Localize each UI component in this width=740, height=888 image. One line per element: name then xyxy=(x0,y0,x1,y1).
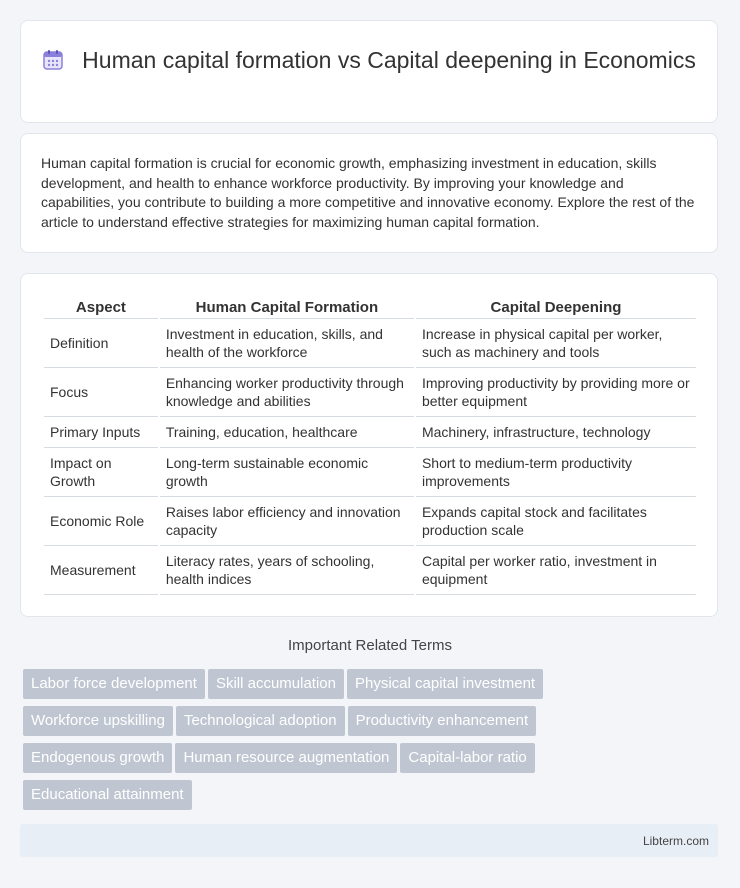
intro-card xyxy=(20,133,718,253)
header-capital-deepening: Capital Deepening xyxy=(416,296,696,319)
related-terms-list xyxy=(23,669,723,817)
row-capital-deepening: Improving productivity by providing more or better equipment xyxy=(416,368,696,417)
related-terms-title: Important Related Terms xyxy=(288,637,452,654)
row-aspect: Definition xyxy=(44,319,158,368)
row-aspect: Impact on Growth xyxy=(44,448,158,497)
table-row xyxy=(44,497,696,546)
related-term-tag[interactable]: Human resource augmentation xyxy=(175,743,397,773)
related-term-tag[interactable]: Physical capital investment xyxy=(347,669,543,699)
related-term-tag[interactable]: Capital-labor ratio xyxy=(400,743,534,773)
row-human-capital: Long-term sustainable economic growth xyxy=(160,448,414,497)
comparison-table xyxy=(42,296,698,595)
row-human-capital: Literacy rates, years of schooling, health indices xyxy=(160,546,414,595)
page-title: Human capital formation vs Capital deepening in Economics xyxy=(82,47,696,73)
related-term-tag[interactable]: Educational attainment xyxy=(23,780,192,810)
row-aspect: Measurement xyxy=(44,546,158,595)
table-row xyxy=(44,546,696,595)
page-title-wrap xyxy=(21,46,717,75)
table-row xyxy=(44,417,696,448)
header-aspect: Aspect xyxy=(44,296,158,319)
title-card xyxy=(20,20,718,123)
related-term-tag[interactable]: Productivity enhancement xyxy=(348,706,537,736)
row-capital-deepening: Machinery, infrastructure, technology xyxy=(416,417,696,448)
row-aspect: Focus xyxy=(44,368,158,417)
table-row xyxy=(44,319,696,368)
footer-brand-link[interactable]: Libterm.com xyxy=(642,834,709,848)
intro-paragraph: Human capital formation is crucial for economic growth, emphasizing investment in education, skills development, and health to enhance workforce productivity. By improving your knowledge and capabilities, you contribute to building a more competitive and innovative economy. Explore the rest of the article to understand effective strategies for maximizing human capital formation. xyxy=(41,155,695,230)
header-human-capital: Human Capital Formation xyxy=(160,296,414,319)
related-term-tag[interactable]: Technological adoption xyxy=(176,706,345,736)
row-aspect: Primary Inputs xyxy=(44,417,158,448)
row-capital-deepening: Capital per worker ratio, investment in equipment xyxy=(416,546,696,595)
row-human-capital: Training, education, healthcare xyxy=(160,417,414,448)
related-term-tag[interactable]: Endogenous growth xyxy=(23,743,172,773)
footer xyxy=(20,824,718,857)
table-row xyxy=(44,368,696,417)
related-term-tag[interactable]: Skill accumulation xyxy=(208,669,344,699)
row-capital-deepening: Short to medium-term productivity improvements xyxy=(416,448,696,497)
related-term-tag[interactable]: Workforce upskilling xyxy=(23,706,173,736)
row-capital-deepening: Expands capital stock and facilitates production scale xyxy=(416,497,696,546)
table-row xyxy=(44,448,696,497)
calendar-icon xyxy=(42,49,64,71)
related-term-tag[interactable]: Labor force development xyxy=(23,669,205,699)
table-header-row xyxy=(44,296,696,319)
row-capital-deepening: Increase in physical capital per worker, such as machinery and tools xyxy=(416,319,696,368)
row-human-capital: Raises labor efficiency and innovation capacity xyxy=(160,497,414,546)
row-aspect: Economic Role xyxy=(44,497,158,546)
row-human-capital: Investment in education, skills, and health of the workforce xyxy=(160,319,414,368)
row-human-capital: Enhancing worker productivity through knowledge and abilities xyxy=(160,368,414,417)
comparison-card xyxy=(20,273,718,617)
